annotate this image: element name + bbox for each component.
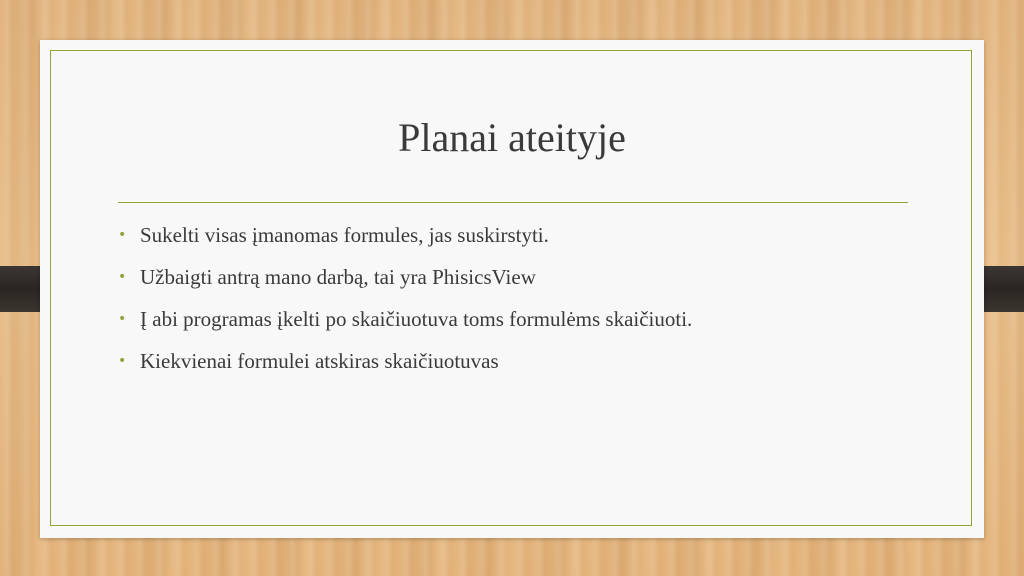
bullet-dot-icon: • [118, 227, 127, 243]
bullet-item [118, 304, 692, 346]
bullet-item [118, 262, 692, 304]
bullet-item [118, 220, 692, 262]
bullet-dot-icon: • [118, 269, 127, 285]
bullet-text: Į abi programas įkelti po skaičiuotuva toms formulėms skaičiuoti. [140, 307, 693, 331]
slide-title: Planai ateityje [398, 115, 626, 160]
bullet-text: Kiekvienai formulei atskiras skaičiuotuvas [140, 349, 499, 373]
bullet-item [118, 346, 692, 388]
bullet-list [118, 220, 692, 388]
bullet-dot-icon: • [118, 353, 127, 369]
title-divider [118, 202, 908, 203]
bullet-text: Sukelti visas įmanomas formules, jas suskirstyti. [140, 223, 549, 247]
bullet-dot-icon: • [118, 311, 127, 327]
bullet-text: Užbaigti antrą mano darbą, tai yra PhisicsView [140, 265, 536, 289]
